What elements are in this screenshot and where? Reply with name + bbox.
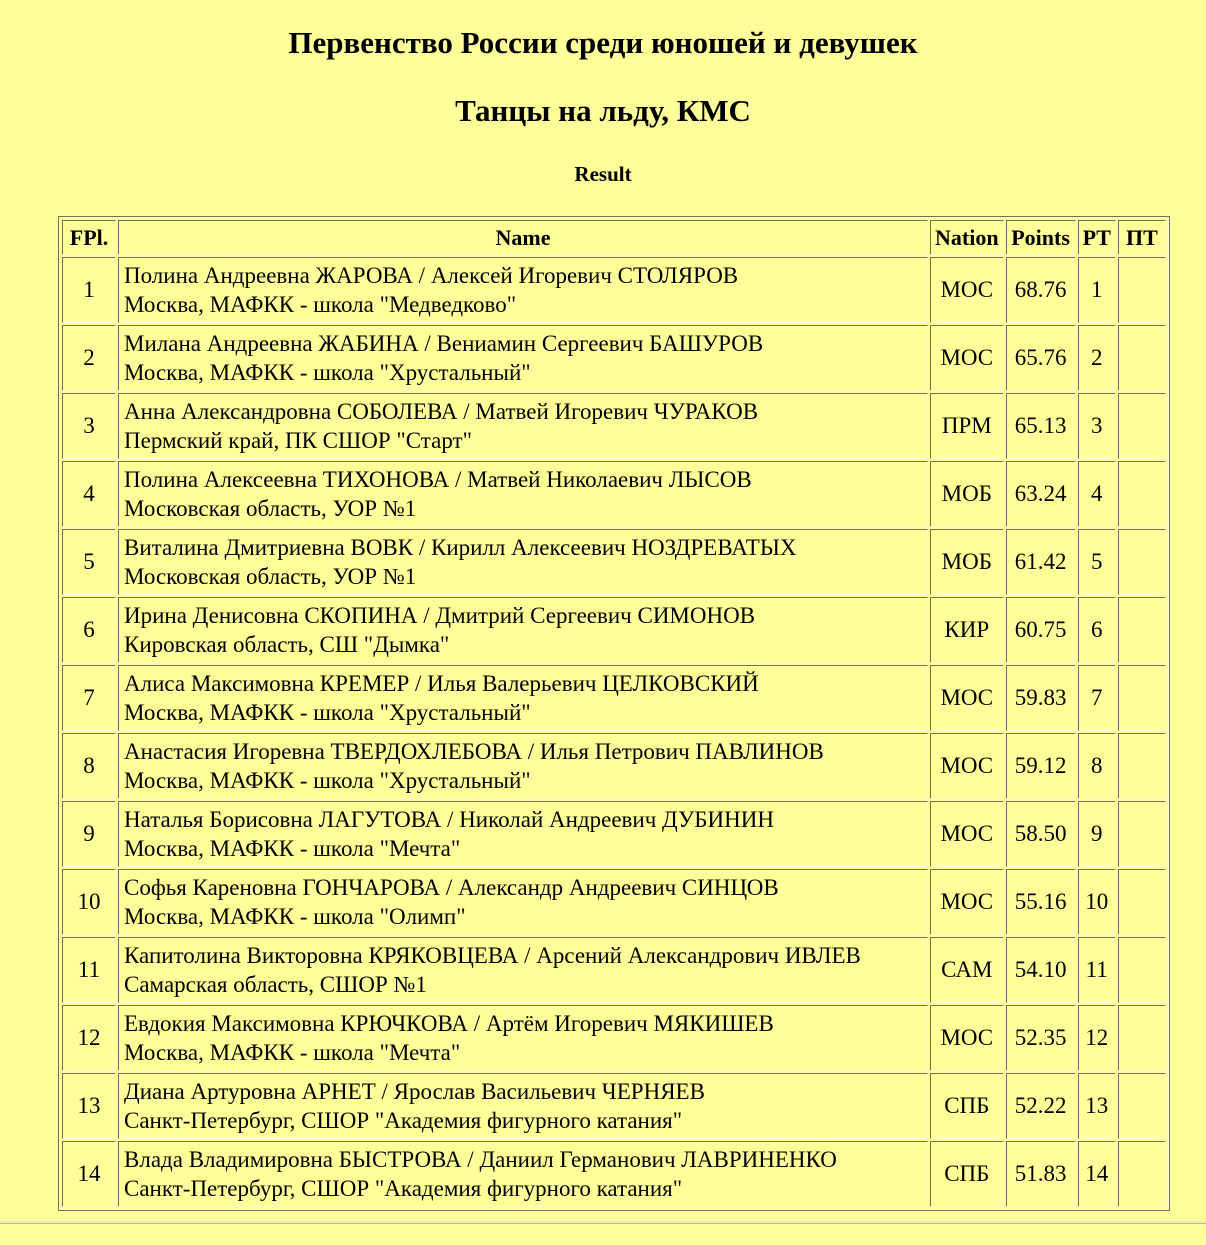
- cell-final-placement: 13: [62, 1073, 116, 1139]
- cell-points: 54.10: [1006, 937, 1076, 1003]
- cell-free-dance-rank: [1118, 529, 1166, 595]
- cell-nation: СПБ: [930, 1141, 1004, 1207]
- cell-free-dance-rank: [1118, 393, 1166, 459]
- skater-names: Анастасия Игоревна ТВЕРДОХЛЕБОВА / Илья Петрович ПАВЛИНОВ: [124, 738, 824, 764]
- bottom-divider: [0, 1221, 1206, 1224]
- cell-nation: МОС: [930, 733, 1004, 799]
- cell-points: 61.42: [1006, 529, 1076, 595]
- cell-name: [118, 937, 928, 1003]
- skater-names: Алиса Максимовна КРЕМЕР / Илья Валерьевич ЦЕЛКОВСКИЙ: [124, 670, 759, 696]
- results-table-frame: [58, 216, 1170, 1211]
- results-table-row: [62, 1073, 1166, 1139]
- cell-name: [118, 733, 928, 799]
- skater-names: Влада Владимировна БЫСТРОВА / Даниил Германович ЛАВРИНЕНКО: [124, 1146, 837, 1172]
- results-table-row: [62, 393, 1166, 459]
- section-title-result: Result: [574, 161, 632, 186]
- cell-free-dance-rank: [1118, 1005, 1166, 1071]
- results-table-row: [62, 801, 1166, 867]
- skater-names: Полина Андреевна ЖАРОВА / Алексей Игоревич СТОЛЯРОВ: [124, 262, 739, 288]
- cell-final-placement: 7: [62, 665, 116, 731]
- cell-free-dance-rank: [1118, 801, 1166, 867]
- cell-name: [118, 869, 928, 935]
- cell-free-dance-rank: [1118, 257, 1166, 323]
- cell-nation: МОБ: [930, 529, 1004, 595]
- cell-name: [118, 801, 928, 867]
- skater-names: Капитолина Викторовна КРЯКОВЦЕВА / Арсений Александрович ИВЛЕВ: [124, 942, 861, 968]
- cell-final-placement: 3: [62, 393, 116, 459]
- cell-rhythm-dance-rank: 14: [1078, 1141, 1116, 1207]
- region-club: Санкт-Петербург, СШОР "Академия фигурного катания": [124, 1175, 683, 1201]
- cell-free-dance-rank: [1118, 937, 1166, 1003]
- cell-name: [118, 1005, 928, 1071]
- results-table-row: [62, 733, 1166, 799]
- cell-final-placement: 1: [62, 257, 116, 323]
- results-table-row: [62, 1141, 1166, 1207]
- cell-nation: ПРМ: [930, 393, 1004, 459]
- results-table-row: [62, 869, 1166, 935]
- cell-rhythm-dance-rank: 11: [1078, 937, 1116, 1003]
- region-club: Московская область, УОР №1: [124, 563, 417, 589]
- cell-points: 51.83: [1006, 1141, 1076, 1207]
- cell-final-placement: 12: [62, 1005, 116, 1071]
- results-table-row: [62, 665, 1166, 731]
- region-club: Кировская область, СШ "Дымка": [124, 631, 450, 657]
- results-table-header-row: [62, 220, 1166, 255]
- cell-nation: КИР: [930, 597, 1004, 663]
- cell-final-placement: 8: [62, 733, 116, 799]
- cell-rhythm-dance-rank: 4: [1078, 461, 1116, 527]
- cell-nation: МОС: [930, 325, 1004, 391]
- region-club: Самарская область, СШОР №1: [124, 971, 427, 997]
- cell-points: 60.75: [1006, 597, 1076, 663]
- region-club: Московская область, УОР №1: [124, 495, 417, 521]
- cell-points: 68.76: [1006, 257, 1076, 323]
- cell-nation: МОС: [930, 257, 1004, 323]
- region-club: Москва, МАФКК - школа "Хрустальный": [124, 699, 531, 725]
- cell-free-dance-rank: [1118, 869, 1166, 935]
- cell-rhythm-dance-rank: 12: [1078, 1005, 1116, 1071]
- region-club: Москва, МАФКК - школа "Медведково": [124, 291, 517, 317]
- column-header-nation: Nation: [930, 220, 1004, 255]
- cell-final-placement: 9: [62, 801, 116, 867]
- cell-points: 59.83: [1006, 665, 1076, 731]
- results-table-row: [62, 257, 1166, 323]
- results-table-row: [62, 325, 1166, 391]
- cell-nation: МОС: [930, 665, 1004, 731]
- cell-rhythm-dance-rank: 7: [1078, 665, 1116, 731]
- cell-nation: САМ: [930, 937, 1004, 1003]
- cell-final-placement: 6: [62, 597, 116, 663]
- region-club: Москва, МАФКК - школа "Хрустальный": [124, 359, 531, 385]
- cell-final-placement: 2: [62, 325, 116, 391]
- cell-rhythm-dance-rank: 3: [1078, 393, 1116, 459]
- results-page: [0, 24, 1206, 1245]
- cell-free-dance-rank: [1118, 1073, 1166, 1139]
- cell-name: [118, 461, 928, 527]
- results-table-row: [62, 1005, 1166, 1071]
- skater-names: Софья Кареновна ГОНЧАРОВА / Александр Андреевич СИНЦОВ: [124, 874, 779, 900]
- cell-rhythm-dance-rank: 6: [1078, 597, 1116, 663]
- cell-final-placement: 14: [62, 1141, 116, 1207]
- skater-names: Анна Александровна СОБОЛЕВА / Матвей Игоревич ЧУРАКОВ: [124, 398, 759, 424]
- column-header-name: Name: [118, 220, 928, 255]
- results-table-row: [62, 461, 1166, 527]
- cell-rhythm-dance-rank: 1: [1078, 257, 1116, 323]
- competition-title: Первенство России среди юношей и девушек: [288, 25, 918, 60]
- cell-points: 58.50: [1006, 801, 1076, 867]
- cell-free-dance-rank: [1118, 733, 1166, 799]
- cell-final-placement: 11: [62, 937, 116, 1003]
- skater-names: Наталья Борисовна ЛАГУТОВА / Николай Андреевич ДУБИНИН: [124, 806, 774, 832]
- column-header-rt: РТ: [1078, 220, 1116, 255]
- skater-names: Диана Артуровна АРНЕТ / Ярослав Васильевич ЧЕРНЯЕВ: [124, 1078, 705, 1104]
- region-club: Москва, МАФКК - школа "Олимп": [124, 903, 466, 929]
- cell-name: [118, 1141, 928, 1207]
- cell-rhythm-dance-rank: 13: [1078, 1073, 1116, 1139]
- cell-points: 55.16: [1006, 869, 1076, 935]
- skater-names: Милана Андреевна ЖАБИНА / Вениамин Сергеевич БАШУРОВ: [124, 330, 764, 356]
- cell-points: 52.35: [1006, 1005, 1076, 1071]
- cell-nation: МОС: [930, 1005, 1004, 1071]
- region-club: Санкт-Петербург, СШОР "Академия фигурного катания": [124, 1107, 683, 1133]
- cell-free-dance-rank: [1118, 597, 1166, 663]
- cell-name: [118, 597, 928, 663]
- cell-name: [118, 393, 928, 459]
- cell-rhythm-dance-rank: 9: [1078, 801, 1116, 867]
- results-table-row: [62, 529, 1166, 595]
- cell-points: 65.13: [1006, 393, 1076, 459]
- column-header-fpl: FPl.: [62, 220, 116, 255]
- cell-name: [118, 665, 928, 731]
- cell-points: 63.24: [1006, 461, 1076, 527]
- cell-nation: МОС: [930, 869, 1004, 935]
- cell-points: 59.12: [1006, 733, 1076, 799]
- cell-rhythm-dance-rank: 5: [1078, 529, 1116, 595]
- cell-name: [118, 257, 928, 323]
- cell-free-dance-rank: [1118, 325, 1166, 391]
- cell-final-placement: 4: [62, 461, 116, 527]
- region-club: Москва, МАФКК - школа "Хрустальный": [124, 767, 531, 793]
- cell-free-dance-rank: [1118, 1141, 1166, 1207]
- cell-final-placement: 10: [62, 869, 116, 935]
- skater-names: Виталина Дмитриевна ВОВК / Кирилл Алексеевич НОЗДРЕВАТЫХ: [124, 534, 797, 560]
- results-table-row: [62, 597, 1166, 663]
- cell-rhythm-dance-rank: 10: [1078, 869, 1116, 935]
- skater-names: Полина Алексеевна ТИХОНОВА / Матвей Николаевич ЛЫСОВ: [124, 466, 752, 492]
- region-club: Москва, МАФКК - школа "Мечта": [124, 835, 461, 861]
- cell-final-placement: 5: [62, 529, 116, 595]
- cell-name: [118, 1073, 928, 1139]
- results-table-row: [62, 937, 1166, 1003]
- cell-rhythm-dance-rank: 8: [1078, 733, 1116, 799]
- region-club: Москва, МАФКК - школа "Мечта": [124, 1039, 461, 1065]
- cell-name: [118, 325, 928, 391]
- skater-names: Ирина Денисовна СКОПИНА / Дмитрий Сергеевич СИМОНОВ: [124, 602, 756, 628]
- region-club: Пермский край, ПК СШОР "Старт": [124, 427, 472, 453]
- results-table: [59, 217, 1169, 1210]
- cell-points: 52.22: [1006, 1073, 1076, 1139]
- cell-free-dance-rank: [1118, 461, 1166, 527]
- cell-nation: МОС: [930, 801, 1004, 867]
- cell-nation: МОБ: [930, 461, 1004, 527]
- column-header-points: Points: [1006, 220, 1076, 255]
- cell-free-dance-rank: [1118, 665, 1166, 731]
- cell-points: 65.76: [1006, 325, 1076, 391]
- column-header-pt: ПТ: [1118, 220, 1166, 255]
- cell-rhythm-dance-rank: 2: [1078, 325, 1116, 391]
- skater-names: Евдокия Максимовна КРЮЧКОВА / Артём Игоревич МЯКИШЕВ: [124, 1010, 774, 1036]
- cell-name: [118, 529, 928, 595]
- cell-nation: СПБ: [930, 1073, 1004, 1139]
- event-title: Танцы на льду, КМС: [455, 92, 751, 128]
